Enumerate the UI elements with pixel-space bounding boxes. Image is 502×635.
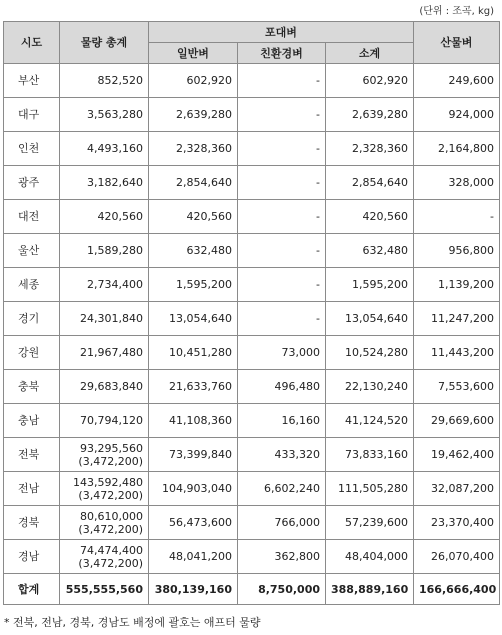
table-row <box>4 166 500 200</box>
after-volume-note: (3,472,200) <box>78 488 143 502</box>
total-cell: 3,563,280 <box>60 98 149 132</box>
total-cell <box>60 438 149 472</box>
subtotal-cell: 632,480 <box>326 234 414 268</box>
table-row <box>4 98 500 132</box>
eco-cell: 496,480 <box>238 370 326 404</box>
subtotal-cell: 1,595,200 <box>326 268 414 302</box>
subtotal-cell: 420,560 <box>326 200 414 234</box>
table-row <box>4 506 500 540</box>
table-row <box>4 404 500 438</box>
total-bulk-cell: 166,666,400 <box>414 574 500 605</box>
general-cell: 13,054,640 <box>149 302 238 336</box>
region-cell: 대전 <box>4 200 60 234</box>
total-cell: 21,967,480 <box>60 336 149 370</box>
subtotal-cell: 13,054,640 <box>326 302 414 336</box>
total-cell: 1,589,280 <box>60 234 149 268</box>
total-cell: 2,734,400 <box>60 268 149 302</box>
region-cell: 광주 <box>4 166 60 200</box>
bulk-cell: 328,000 <box>414 166 500 200</box>
eco-cell: 6,602,240 <box>238 472 326 506</box>
table-row <box>4 540 500 574</box>
general-cell: 602,920 <box>149 64 238 98</box>
header-eco: 친환경벼 <box>238 43 326 64</box>
bulk-cell: 29,669,600 <box>414 404 500 438</box>
total-cell <box>60 472 149 506</box>
eco-cell: 362,800 <box>238 540 326 574</box>
general-cell: 2,639,280 <box>149 98 238 132</box>
region-cell: 경북 <box>4 506 60 540</box>
eco-cell: 433,320 <box>238 438 326 472</box>
header-general: 일반벼 <box>149 43 238 64</box>
grand-total-cell: 555,555,560 <box>60 574 149 605</box>
after-volume-note: (3,472,200) <box>78 556 143 570</box>
subtotal-cell: 2,639,280 <box>326 98 414 132</box>
total-cell <box>60 540 149 574</box>
total-cell: 29,683,840 <box>60 370 149 404</box>
eco-cell: - <box>238 234 326 268</box>
subtotal-cell: 111,505,280 <box>326 472 414 506</box>
eco-cell: 766,000 <box>238 506 326 540</box>
general-cell: 1,595,200 <box>149 268 238 302</box>
table-row <box>4 268 500 302</box>
table-row <box>4 200 500 234</box>
general-cell: 48,041,200 <box>149 540 238 574</box>
header-subtotal: 소계 <box>326 43 414 64</box>
header-region: 시도 <box>4 22 60 64</box>
eco-cell: 16,160 <box>238 404 326 438</box>
general-cell: 21,633,760 <box>149 370 238 404</box>
bulk-cell: 249,600 <box>414 64 500 98</box>
region-cell: 충북 <box>4 370 60 404</box>
table-row <box>4 472 500 506</box>
region-cell: 대구 <box>4 98 60 132</box>
table-row <box>4 132 500 166</box>
general-cell: 2,854,640 <box>149 166 238 200</box>
bulk-cell: 19,462,400 <box>414 438 500 472</box>
table-row <box>4 336 500 370</box>
general-cell: 56,473,600 <box>149 506 238 540</box>
bulk-cell: 11,443,200 <box>414 336 500 370</box>
header-bulk: 산물벼 <box>414 22 500 64</box>
bulk-cell: - <box>414 200 500 234</box>
subtotal-cell: 41,124,520 <box>326 404 414 438</box>
bulk-cell: 26,070,400 <box>414 540 500 574</box>
bulk-cell: 924,000 <box>414 98 500 132</box>
footnote: * 전북, 전남, 경북, 경남도 배정에 괄호는 애프터 물량 <box>4 616 261 629</box>
table-row <box>4 234 500 268</box>
header-total: 물량 총계 <box>60 22 149 64</box>
region-cell: 인천 <box>4 132 60 166</box>
total-subtotal-cell: 388,889,160 <box>326 574 414 605</box>
general-cell: 41,108,360 <box>149 404 238 438</box>
table-row <box>4 64 500 98</box>
table-row <box>4 438 500 472</box>
general-cell: 104,903,040 <box>149 472 238 506</box>
eco-cell: - <box>238 98 326 132</box>
eco-cell: - <box>238 302 326 336</box>
subtotal-cell: 48,404,000 <box>326 540 414 574</box>
bulk-cell: 11,247,200 <box>414 302 500 336</box>
subtotal-cell: 73,833,160 <box>326 438 414 472</box>
general-cell: 420,560 <box>149 200 238 234</box>
subtotal-cell: 2,328,360 <box>326 132 414 166</box>
bulk-cell: 7,553,600 <box>414 370 500 404</box>
subtotal-cell: 2,854,640 <box>326 166 414 200</box>
total-general-cell: 380,139,160 <box>149 574 238 605</box>
total-cell: 24,301,840 <box>60 302 149 336</box>
region-cell: 울산 <box>4 234 60 268</box>
bulk-cell: 1,139,200 <box>414 268 500 302</box>
region-cell: 전남 <box>4 472 60 506</box>
total-cell: 70,794,120 <box>60 404 149 438</box>
unit-note: (단위 : 조곡, kg) <box>419 6 494 17</box>
subtotal-cell: 602,920 <box>326 64 414 98</box>
bulk-cell: 23,370,400 <box>414 506 500 540</box>
total-value: 80,610,000 <box>80 509 143 523</box>
eco-cell: - <box>238 268 326 302</box>
total-cell: 3,182,640 <box>60 166 149 200</box>
rice-allocation-table <box>3 21 500 605</box>
bulk-cell: 956,800 <box>414 234 500 268</box>
region-cell: 세종 <box>4 268 60 302</box>
total-cell <box>60 506 149 540</box>
region-cell: 전북 <box>4 438 60 472</box>
general-cell: 73,399,840 <box>149 438 238 472</box>
eco-cell: - <box>238 200 326 234</box>
region-cell: 강원 <box>4 336 60 370</box>
after-volume-note: (3,472,200) <box>78 522 143 536</box>
region-cell: 부산 <box>4 64 60 98</box>
region-cell: 충남 <box>4 404 60 438</box>
region-cell: 경기 <box>4 302 60 336</box>
total-cell: 4,493,160 <box>60 132 149 166</box>
table-row <box>4 370 500 404</box>
eco-cell: - <box>238 166 326 200</box>
eco-cell: - <box>238 64 326 98</box>
header-bag-rice: 포대벼 <box>149 22 414 43</box>
total-value: 143,592,480 <box>73 475 143 489</box>
general-cell: 2,328,360 <box>149 132 238 166</box>
general-cell: 10,451,280 <box>149 336 238 370</box>
table-body <box>4 64 500 605</box>
total-value: 93,295,560 <box>80 441 143 455</box>
subtotal-cell: 22,130,240 <box>326 370 414 404</box>
total-cell: 420,560 <box>60 200 149 234</box>
bulk-cell: 32,087,200 <box>414 472 500 506</box>
bulk-cell: 2,164,800 <box>414 132 500 166</box>
region-cell: 경남 <box>4 540 60 574</box>
total-eco-cell: 8,750,000 <box>238 574 326 605</box>
total-value: 74,474,400 <box>80 543 143 557</box>
table-row <box>4 302 500 336</box>
total-region-cell: 합계 <box>4 574 60 605</box>
eco-cell: 73,000 <box>238 336 326 370</box>
general-cell: 632,480 <box>149 234 238 268</box>
subtotal-cell: 57,239,600 <box>326 506 414 540</box>
subtotal-cell: 10,524,280 <box>326 336 414 370</box>
eco-cell: - <box>238 132 326 166</box>
total-cell: 852,520 <box>60 64 149 98</box>
after-volume-note: (3,472,200) <box>78 454 143 468</box>
total-row <box>4 574 500 605</box>
